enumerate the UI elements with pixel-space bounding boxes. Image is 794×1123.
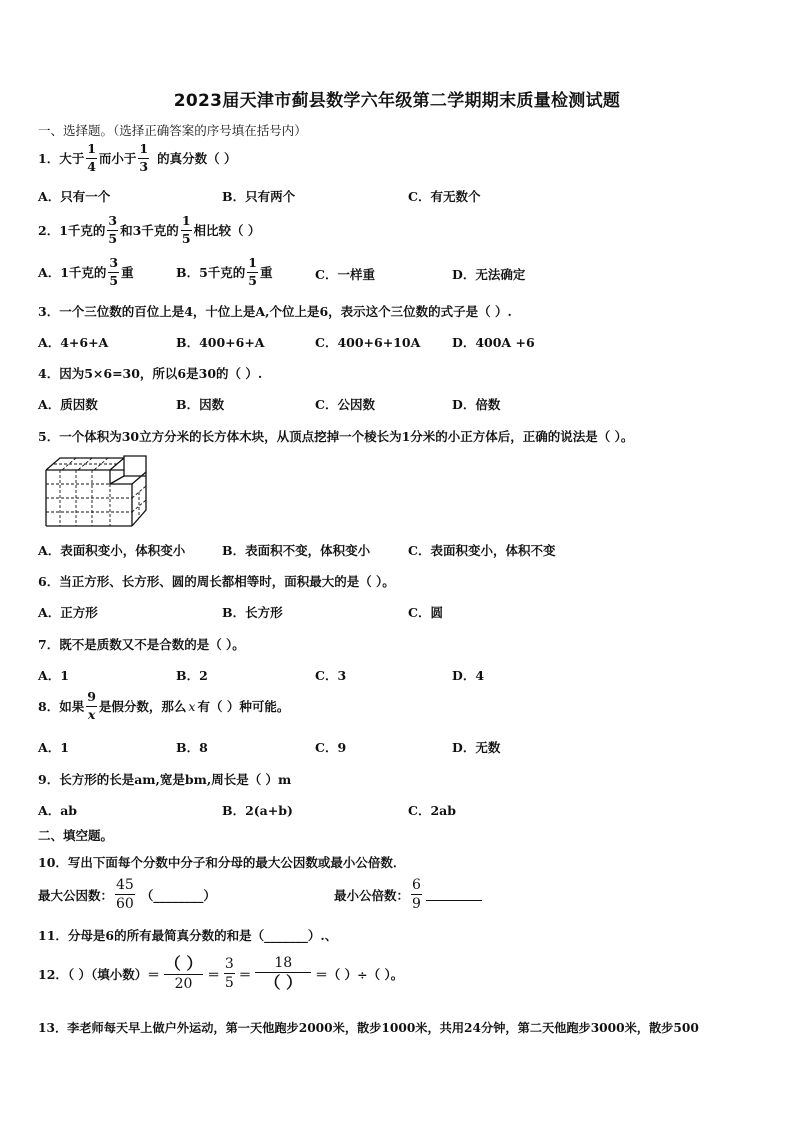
fraction: $\frac{1}{3}$ bbox=[139, 141, 149, 174]
q8-option-a: A．1 bbox=[38, 740, 69, 755]
q3-option-c: C．400+6+10A bbox=[315, 335, 421, 350]
fraction: $\frac{1}{4}$ bbox=[87, 141, 96, 174]
q9-option-a: A．ab bbox=[38, 803, 78, 818]
q7-option-d: D．4 bbox=[452, 668, 485, 683]
question-7: 7．既不是质数又不是合数的是（ ）。 bbox=[38, 637, 245, 652]
question-1: 1．大于 $\frac{1}{4}$ 而小于 $\frac{1}{3}$ 的真分数（ ） bbox=[38, 141, 237, 174]
question-3: 3．一个三位数的百位上是4，十位上是A,个位上是6，表示这个三位数的式子是（ ）. bbox=[38, 304, 512, 319]
question-13: 13．李老师每天早上做户外运动，第一天他跑步2000米，散步1000米，共用24分钟，第二天他跑步3000米，散步500 bbox=[38, 1021, 699, 1035]
q10-lcm: 最小公倍数： $\frac{6}{9}$ bbox=[334, 878, 482, 911]
q2-option-a: A．1千克的 $\frac{3}{5}$ 重 bbox=[38, 255, 134, 288]
q4-option-d: D．倍数 bbox=[452, 397, 501, 412]
question-4: 4．因为5×6=30，所以6是30的（ ）. bbox=[38, 366, 263, 381]
page-title: 2023届天津市蓟县数学六年级第二学期期末质量检测试题 bbox=[173, 91, 621, 111]
fraction: $\frac{( )}{20}$ bbox=[164, 954, 203, 992]
q8-option-c: C．9 bbox=[315, 740, 347, 755]
q7-option-c: C．3 bbox=[315, 668, 347, 683]
q3-option-b: B．400+6+A bbox=[176, 335, 265, 350]
fraction: $\frac{9}{x}$ bbox=[87, 689, 96, 722]
q3-option-a: A．4+6+A bbox=[38, 335, 109, 350]
q6-option-c: C．圆 bbox=[408, 605, 443, 620]
fraction: $\frac{3}{5}$ bbox=[108, 213, 118, 246]
fraction: $\frac{3}{5}$ bbox=[224, 956, 234, 991]
question-2: 2．1千克的 $\frac{3}{5}$ 和3千克的 $\frac{1}{5}$ 相比较（ ） bbox=[38, 213, 261, 246]
q10-gcd: 最大公因数： $\frac{45}{60}$ （________） bbox=[38, 877, 216, 912]
cuboid-with-notch-figure bbox=[40, 452, 152, 530]
fraction: $\frac{18}{( )}$ bbox=[255, 956, 311, 991]
q1-option-b: B．只有两个 bbox=[222, 189, 296, 204]
q7-option-b: B．2 bbox=[176, 668, 208, 683]
q2-option-b: B．5千克的 $\frac{1}{5}$ 重 bbox=[176, 255, 273, 288]
q5-option-c: C．表面积变小，体积不变 bbox=[408, 543, 556, 558]
q2-option-d: D．无法确定 bbox=[452, 267, 526, 282]
q3-option-d: D．400A +6 bbox=[452, 335, 535, 350]
question-6: 6．当正方形、长方形、圆的周长都相等时，面积最大的是（ ）。 bbox=[38, 574, 395, 589]
q7-option-a: A．1 bbox=[38, 668, 69, 683]
q5-option-a: A．表面积变小，体积变小 bbox=[38, 543, 186, 558]
q4-option-a: A．质因数 bbox=[38, 397, 98, 412]
question-12: 12．（ ）（填小数）＝ $\frac{( )}{20}$ ＝ $\frac{3}{5}$ ＝ $\frac{18}{( )}$ ＝（ ）÷（ ）。 bbox=[38, 954, 404, 992]
question-10: 10．写出下面每个分数中分子和分母的最大公因数或最小公倍数． bbox=[38, 855, 406, 870]
q1-option-c: C．有无数个 bbox=[408, 189, 481, 204]
q4-option-c: C．公因数 bbox=[315, 397, 375, 412]
q8-option-d: D．无数 bbox=[452, 740, 501, 755]
q1-option-a: A．只有一个 bbox=[38, 189, 111, 204]
answer-blank[interactable] bbox=[426, 888, 482, 901]
fraction: $\frac{1}{5}$ bbox=[181, 213, 191, 246]
q5-option-b: B．表面积不变，体积变小 bbox=[222, 543, 371, 558]
question-9: 9．长方形的长是am,宽是bm,周长是（ ）m bbox=[38, 772, 292, 787]
q6-option-b: B．长方形 bbox=[222, 605, 283, 620]
q9-option-b: B．2(a+b) bbox=[222, 803, 293, 818]
q8-option-b: B．8 bbox=[176, 740, 208, 755]
question-5: 5．一个体积为30立方分米的长方体木块，从顶点挖掉一个棱长为1分米的小正方体后，正确的说法是（ ）。 bbox=[38, 429, 634, 444]
q4-option-b: B．因数 bbox=[176, 397, 225, 412]
q6-option-a: A．正方形 bbox=[38, 605, 98, 620]
q9-option-c: C．2ab bbox=[408, 803, 456, 818]
q2-option-c: C．一样重 bbox=[315, 267, 375, 282]
section-choice-heading: 一、选择题。（选择正确答案的序号填在括号内） bbox=[38, 123, 307, 138]
question-11: 11．分母是6的所有最简真分数的和是（_______）.、 bbox=[38, 928, 338, 943]
question-8: 8．如果 $\frac{9}{x}$ 是假分数，那么 x 有（ ）种可能。 bbox=[38, 689, 290, 722]
section-fill-heading: 二、填空题。 bbox=[38, 828, 114, 843]
